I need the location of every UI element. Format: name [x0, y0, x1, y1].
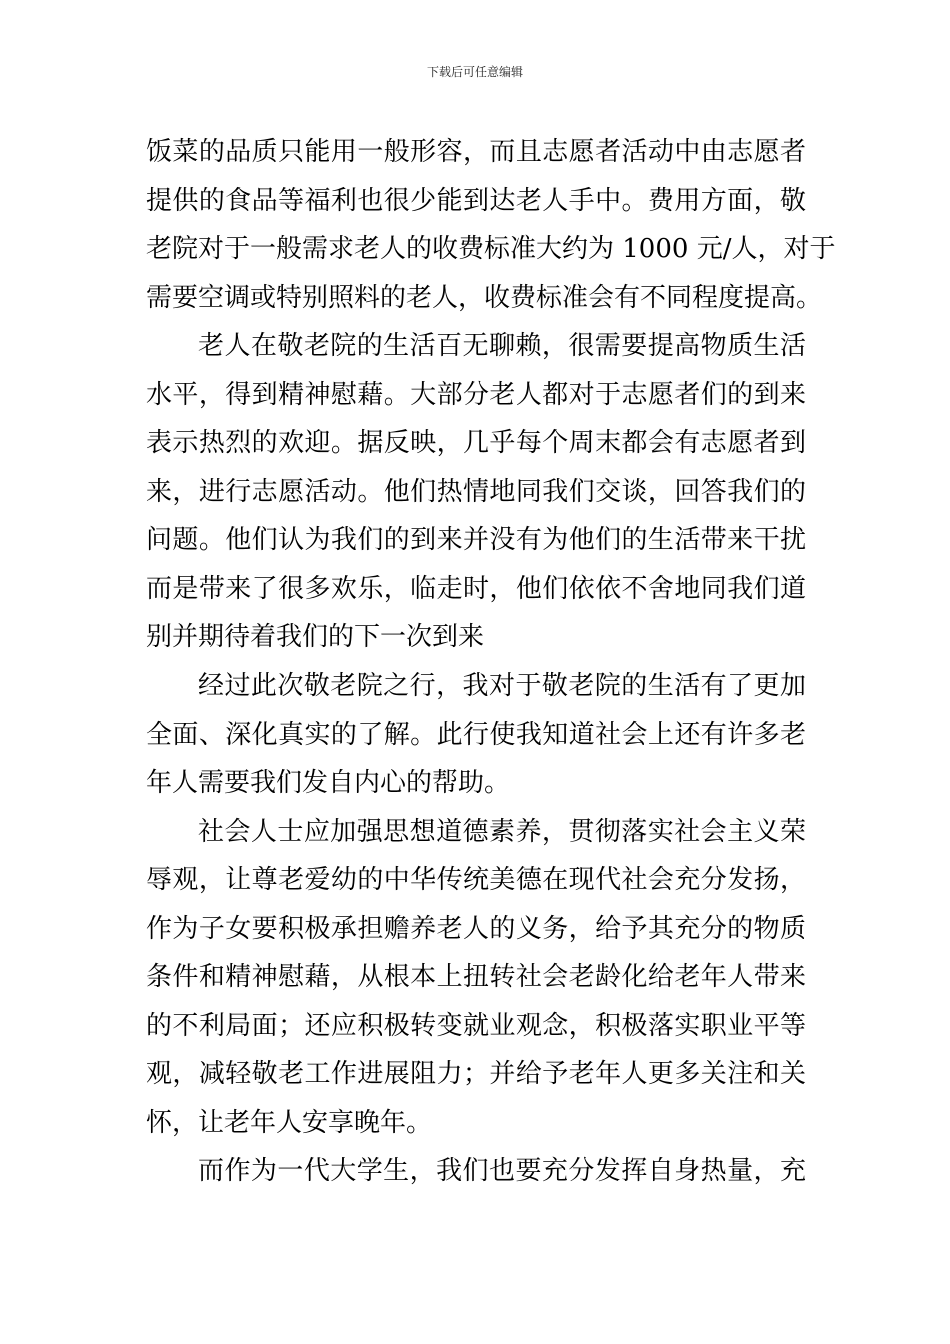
text-line: 全面、深化真实的了解。此行使我知道社会上还有许多老 — [146, 719, 806, 750]
text-line: 水平，得到精神慰藉。大部分老人都对于志愿者们的到来 — [146, 379, 806, 410]
text-line: 社会人士应加强思想道德素养，贯彻落实社会主义荣 — [198, 816, 806, 847]
text-line: 来，进行志愿活动。他们热情地同我们交谈，回答我们的 — [146, 476, 806, 507]
text-line: 的不利局面；还应积极转变就业观念，积极落实职业平等 — [146, 1010, 806, 1041]
document-body — [146, 128, 836, 1196]
text-line: 年人需要我们发自内心的帮助。 — [146, 768, 511, 799]
text-line: 而作为一代大学生，我们也要充分发挥自身热量，充 — [198, 1156, 806, 1187]
text-line: 别并期待着我们的下一次到来 — [146, 622, 485, 653]
text-line: 提供的食品等福利也很少能到达老人手中。费用方面，敬 — [146, 185, 806, 216]
text-line: 辱观，让尊老爱幼的中华传统美德在现代社会充分发扬， — [146, 865, 806, 896]
text-line: 而是带来了很多欢乐，临走时，他们依依不舍地同我们道 — [146, 573, 806, 604]
text-line: 表示热烈的欢迎。据反映，几乎每个周末都会有志愿者到 — [146, 428, 806, 459]
text-line: 条件和精神慰藉，从根本上扭转社会老龄化给老年人带来 — [146, 962, 806, 993]
text-line: 怀，让老年人安享晚年。 — [146, 1107, 433, 1138]
text-line: 问题。他们认为我们的到来并没有为他们的生活带来干扰 — [146, 525, 806, 556]
text-line: 观，减轻敬老工作进展阻力；并给予老年人更多关注和关 — [146, 1059, 806, 1090]
text-line: 老人在敬老院的生活百无聊赖，很需要提高物质生活 — [198, 331, 806, 362]
text-line: 作为子女要积极承担赡养老人的义务，给予其充分的物质 — [146, 913, 806, 944]
text-line: 老院对于一般需求老人的收费标准大约为 1000 元/人，对于 — [146, 234, 836, 265]
text-line: 经过此次敬老院之行，我对于敬老院的生活有了更加 — [198, 671, 806, 702]
page-header-note: 下载后可任意编辑 — [426, 65, 523, 79]
text-line: 需要空调或特别照料的老人，收费标准会有不同程度提高。 — [146, 282, 823, 313]
text-line: 饭菜的品质只能用一般形容，而且志愿者活动中由志愿者 — [146, 137, 806, 167]
